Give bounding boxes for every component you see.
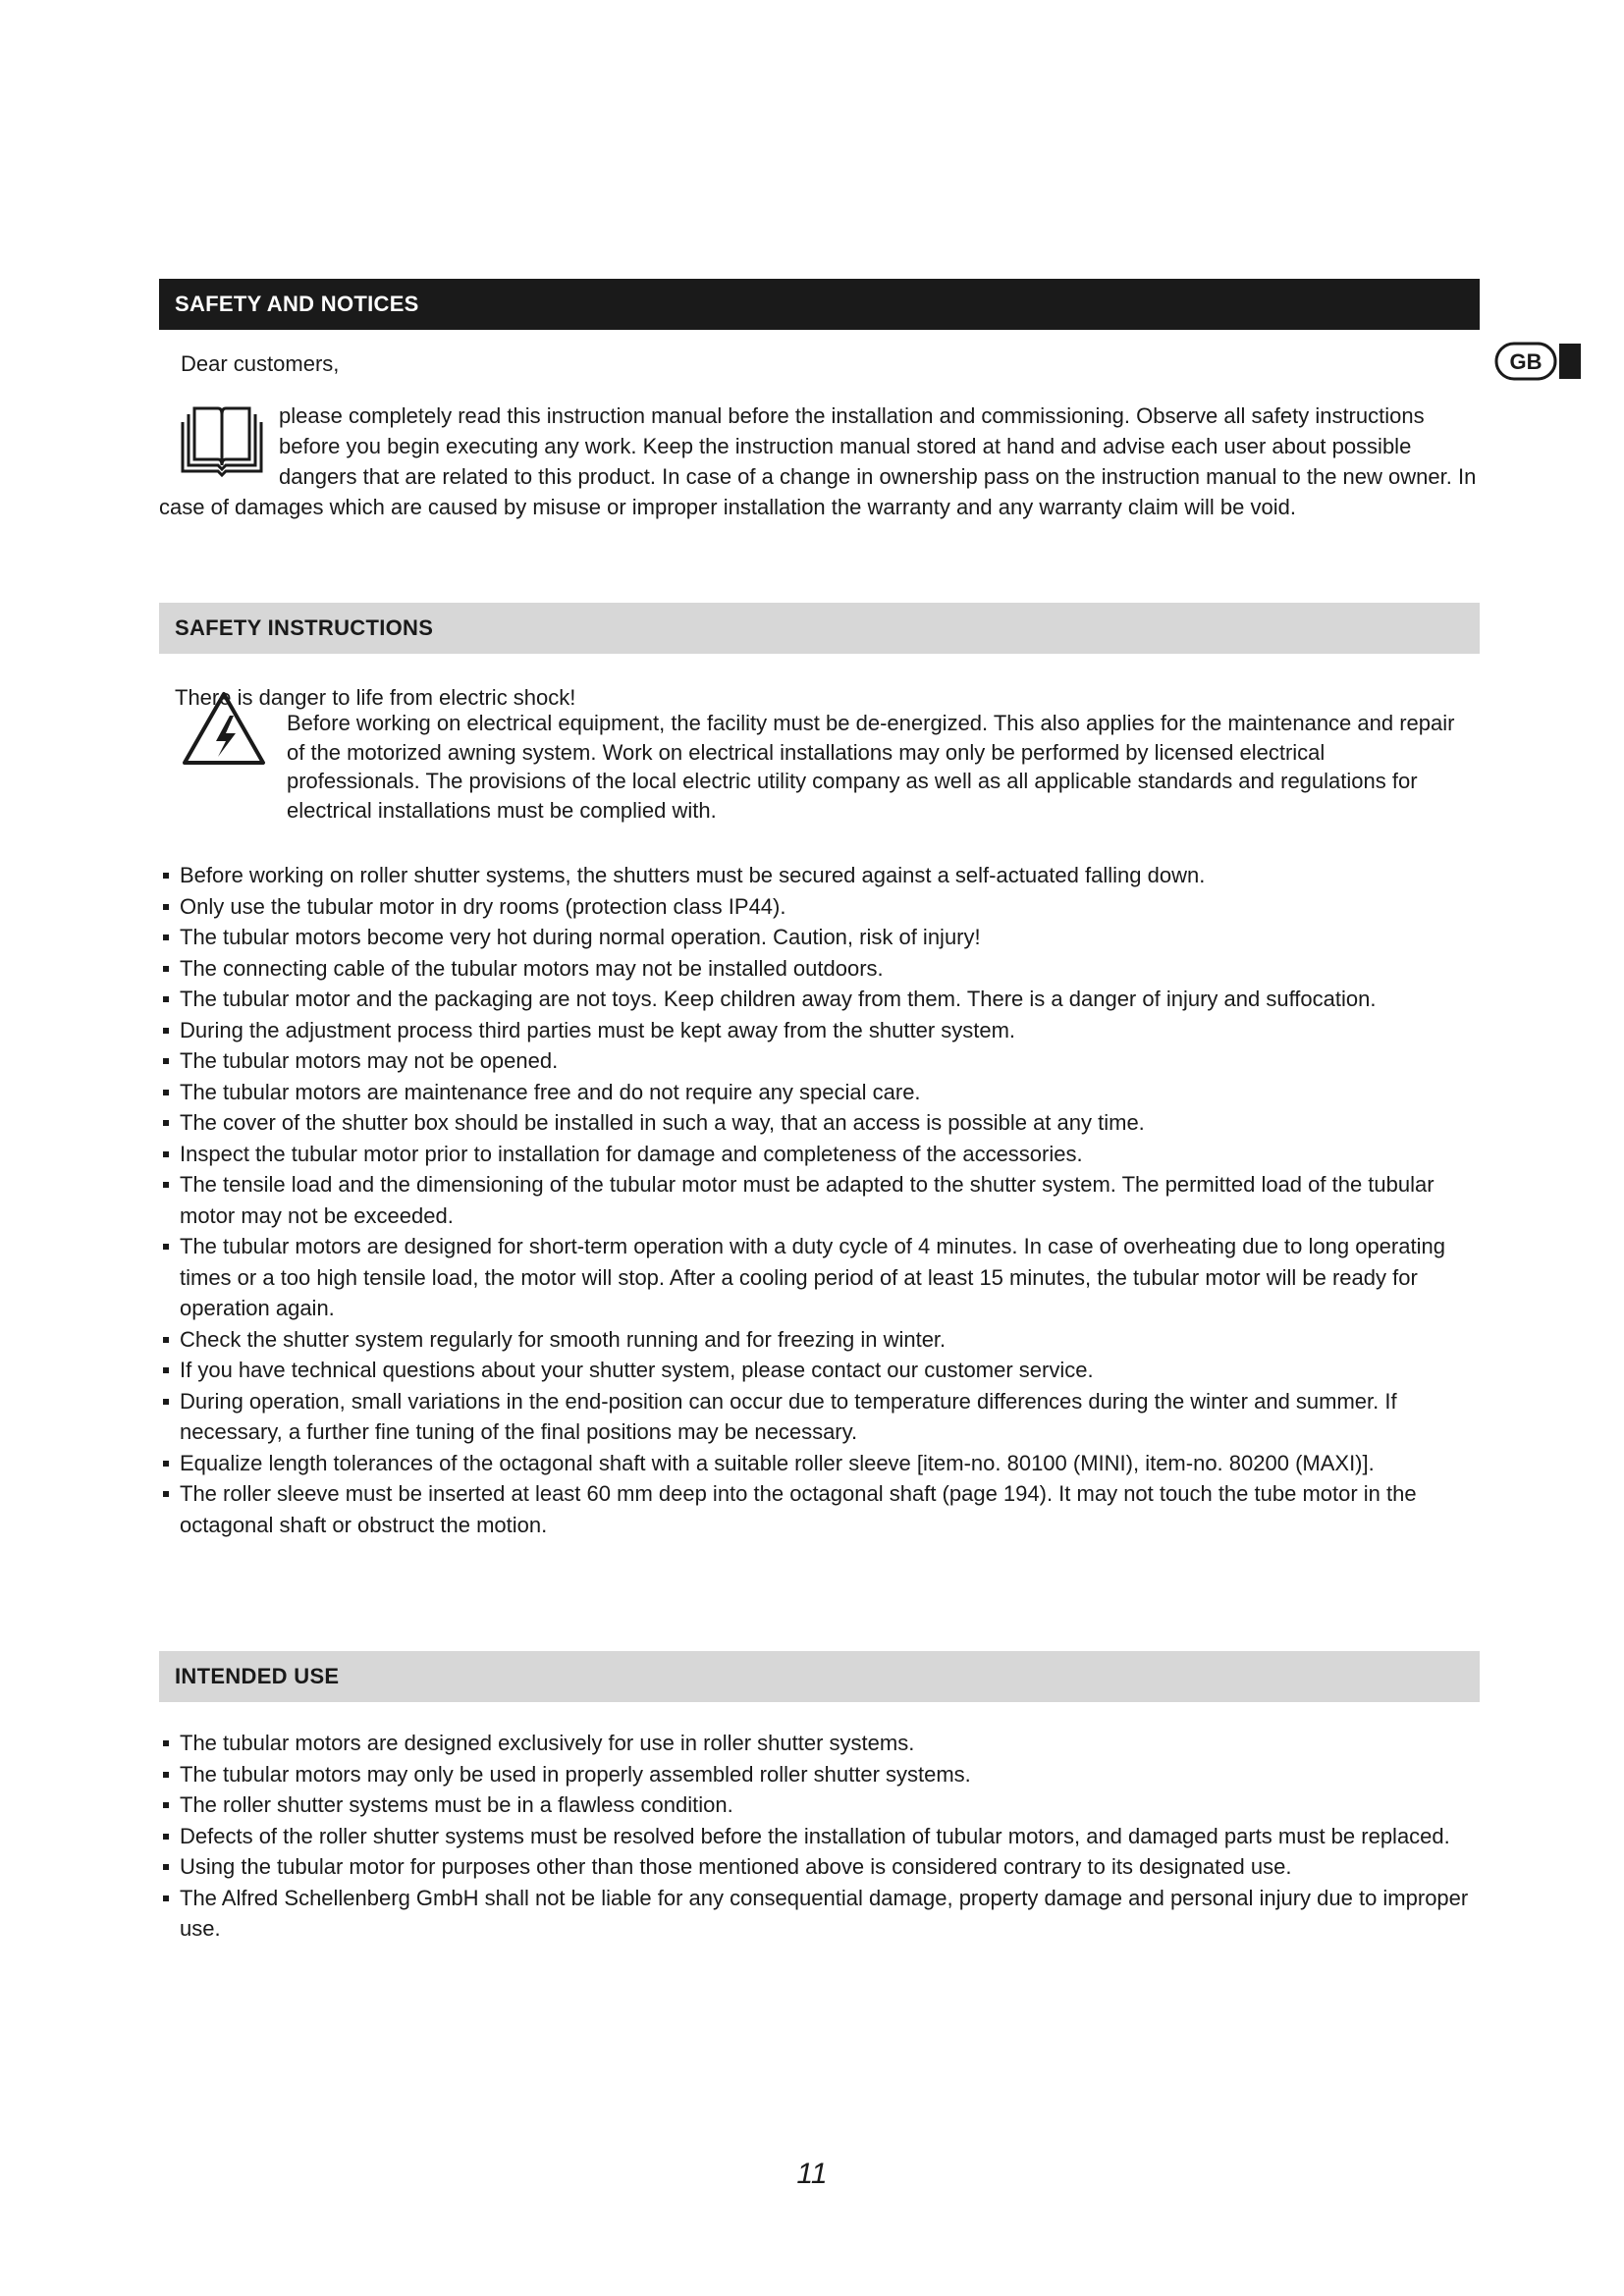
list-item: Equalize length tolerances of the octagonal shaft with a suitable roller sleeve [item-no. 80100 (MINI), item-no. 80200 (MAXI)]. [159, 1448, 1485, 1479]
list-item: During operation, small variations in the end-position can occur due to temperature differences during the winter and summer. If necessary, a further fine tuning of the final positions may be necessary. [159, 1386, 1485, 1448]
safety-instructions-header: SAFETY INSTRUCTIONS [159, 603, 1480, 654]
language-badge [1494, 342, 1587, 381]
list-item: Using the tubular motor for purposes other than those mentioned above is considered contrary to its designated use. [159, 1851, 1485, 1883]
intro-paragraph-block [159, 400, 1485, 522]
list-item: Only use the tubular motor in dry rooms (protection class IP44). [159, 891, 1485, 923]
warning-text: Before working on electrical equipment, the facility must be de-energized. This also applies for the maintenance and repair of the motorized awning system. Work on electrical installations may only be performed by licensed electrical professionals. The provisions of the local electric utility company as well as all applicable standards and regulations for electrical installations must be complied with. [287, 711, 1455, 823]
list-item: The roller sleeve must be inserted at least 60 mm deep into the octagonal shaft (page 194). It may not touch the tube motor in the octagonal shaft or obstruct the motion. [159, 1478, 1485, 1540]
list-item: The Alfred Schellenberg GmbH shall not be liable for any consequential damage, property damage and personal injury due to improper use. [159, 1883, 1485, 1945]
warning-heading: There is danger to life from electric shock! [175, 685, 576, 710]
list-item: The tubular motor and the packaging are not toys. Keep children away from them. There is a danger of injury and suffocation. [159, 984, 1485, 1015]
list-item: The cover of the shutter box should be installed in such a way, that an access is possible at any time. [159, 1107, 1485, 1139]
list-item: Defects of the roller shutter systems must be resolved before the installation of tubular motors, and damaged parts must be replaced. [159, 1821, 1485, 1852]
intended-use-list [159, 1728, 1485, 1945]
list-item: If you have technical questions about your shutter system, please contact our customer service. [159, 1355, 1485, 1386]
intended-use-header: INTENDED USE [159, 1651, 1480, 1702]
page-number: 11 [796, 2158, 828, 2190]
safety-instructions-list [159, 860, 1485, 1540]
list-item: During the adjustment process third parties must be kept away from the shutter system. [159, 1015, 1485, 1046]
list-item: The tubular motors are designed for short-term operation with a duty cycle of 4 minutes. In case of overheating due to long operating times or a too high tensile load, the motor will stop. After a cooling period of at least 15 minutes, the tubular motor will be ready for operation again. [159, 1231, 1485, 1324]
list-item: The roller shutter systems must be in a flawless condition. [159, 1789, 1485, 1821]
list-item: The tensile load and the dimensioning of the tubular motor must be adapted to the shutter system. The permitted load of the tubular motor may not be exceeded. [159, 1169, 1485, 1231]
list-item: The tubular motors may not be opened. [159, 1045, 1485, 1077]
list-item: The tubular motors are maintenance free and do not require any special care. [159, 1077, 1485, 1108]
intro-paragraph: please completely read this instruction manual before the installation and commissioning. Observe all safety instructions before you begin executing any work. Keep the instruction manual stored at hand and advise each user about possible dangers that are related to this product. In case of a change in ownership pass on the instruction manual to the new owner. In case of damages which are caused by misuse or improper installation the warranty and any warranty claim will be void. [159, 403, 1477, 519]
list-item: Before working on roller shutter systems, the shutters must be secured against a self-actuated falling down. [159, 860, 1485, 891]
book-icon-spacer [159, 400, 279, 491]
list-item: The tubular motors become very hot during normal operation. Caution, risk of injury! [159, 922, 1485, 953]
list-item: The tubular motors are designed exclusively for use in roller shutter systems. [159, 1728, 1485, 1759]
list-item: Check the shutter system regularly for smooth running and for freezing in winter. [159, 1324, 1485, 1356]
greeting: Dear customers, [181, 351, 340, 376]
list-item: The connecting cable of the tubular motors may not be installed outdoors. [159, 953, 1485, 985]
language-badge-label: GB [1509, 349, 1543, 374]
safety-notices-header: SAFETY AND NOTICES [159, 279, 1480, 330]
language-badge-shape [1494, 342, 1587, 381]
list-item: The tubular motors may only be used in properly assembled roller shutter systems. [159, 1759, 1485, 1790]
list-item: Inspect the tubular motor prior to installation for damage and completeness of the accessories. [159, 1139, 1485, 1170]
